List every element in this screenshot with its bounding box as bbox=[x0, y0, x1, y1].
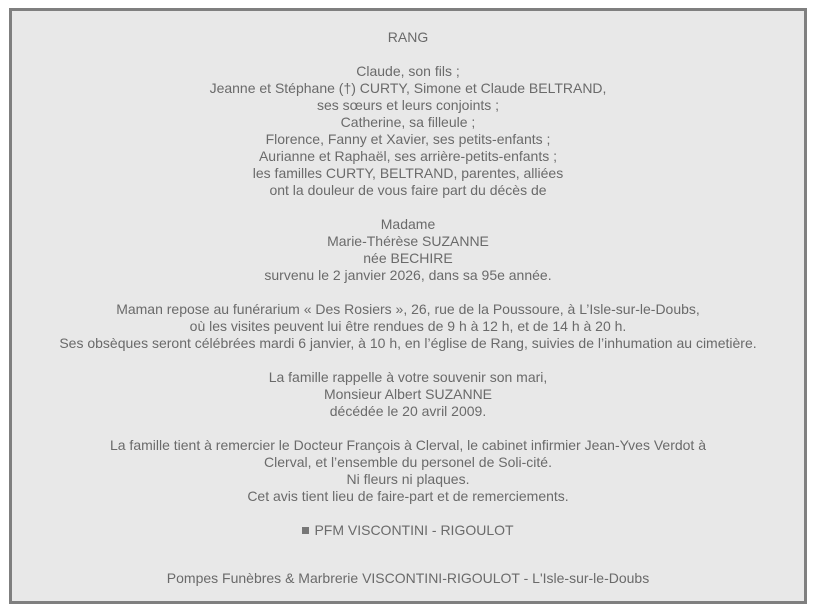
thanks-line: Ni fleurs ni plaques. bbox=[346, 471, 470, 487]
ceremony-line: Ses obsèques seront célébrées mardi 6 janvier, à 10 h, en l’église de Rang, suivies de l’inhumation au cimetière. bbox=[59, 335, 757, 351]
obituary-notice bbox=[9, 8, 807, 604]
deceased-section bbox=[12, 216, 804, 284]
deceased-line: survenu le 2 janvier 2026, dans sa 95e année. bbox=[264, 267, 552, 283]
square-bullet-icon bbox=[302, 527, 309, 534]
family-line: Aurianne et Raphaël, ses arrière-petits-enfants ; bbox=[258, 148, 558, 164]
family-section bbox=[12, 63, 804, 199]
remembrance-line: décédée le 20 avril 2009. bbox=[329, 403, 487, 419]
remembrance-section bbox=[12, 369, 804, 420]
thanks-line: La famille tient à remercier le Docteur François à Clerval, le cabinet infirmier Jean-Yves Verdot à bbox=[109, 437, 707, 453]
thanks-section bbox=[12, 437, 804, 505]
thanks-line: Cet avis tient lieu de faire-part et de remerciements. bbox=[247, 488, 569, 504]
signature bbox=[12, 522, 804, 539]
thanks-line: Clerval, et l’ensemble du personel de Soli-cité. bbox=[264, 454, 552, 470]
family-line: Florence, Fanny et Xavier, ses petits-enfants ; bbox=[265, 131, 551, 147]
family-line: ont la douleur de vous faire part du décès de bbox=[269, 182, 547, 198]
notice-content bbox=[12, 29, 804, 587]
place-heading: RANG bbox=[387, 29, 429, 45]
ceremony-line: où les visites peuvent lui être rendues de 9 h à 12 h, et de 14 h à 20 h. bbox=[189, 318, 627, 334]
deceased-name: Marie-Thérèse SUZANNE bbox=[327, 233, 489, 249]
ceremony-line: Maman repose au funérarium « Des Rosiers », 26, rue de la Poussoure, à L’Isle-sur-le-Doubs, bbox=[116, 301, 700, 317]
footer-text: Pompes Funèbres & Marbrerie VISCONTINI-RIGOULOT - L'Isle-sur-le-Doubs bbox=[166, 570, 650, 586]
family-line: Catherine, sa filleule ; bbox=[340, 114, 476, 130]
family-line: les familles CURTY, BELTRAND, parentes, alliées bbox=[252, 165, 564, 181]
deceased-line: née BECHIRE bbox=[363, 250, 453, 266]
family-line: Claude, son fils ; bbox=[356, 63, 460, 79]
remembrance-line: Monsieur Albert SUZANNE bbox=[323, 386, 493, 402]
signature-text: PFM VISCONTINI - RIGOULOT bbox=[314, 522, 514, 538]
remembrance-line: La famille rappelle à votre souvenir son mari, bbox=[268, 369, 548, 385]
deceased-line: Madame bbox=[380, 216, 436, 232]
ceremony-section bbox=[12, 301, 804, 352]
family-line: Jeanne et Stéphane (†) CURTY, Simone et Claude BELTRAND, bbox=[209, 80, 607, 96]
family-line: ses sœurs et leurs conjoints ; bbox=[316, 97, 500, 113]
